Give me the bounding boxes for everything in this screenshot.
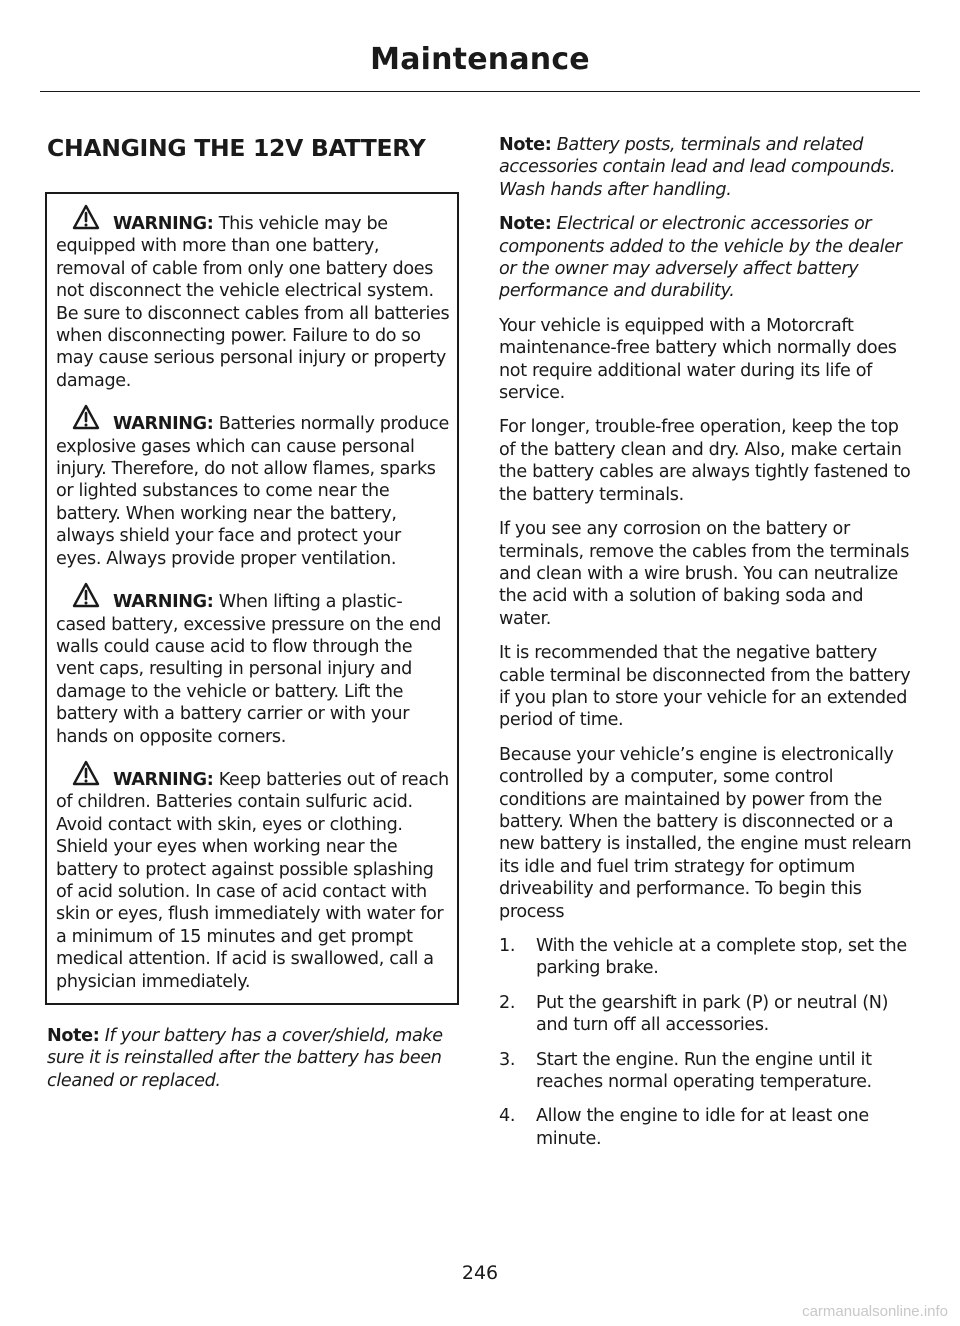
note-label: Note: <box>47 1026 100 1046</box>
warning-label: WARNING: <box>113 769 214 790</box>
body-paragraph: Because your vehicle’s engine is electronically controlled by a computer, some control conditions are maintained by power from the battery. When the battery is disconnected or a new battery is installed, the engine must relearn its idle and fuel trim strategy for optimum driveability and performance. To begin this process <box>499 744 912 922</box>
right-column <box>499 134 913 1162</box>
note-paragraph <box>47 1025 459 1092</box>
warning-box <box>45 192 459 1005</box>
header-divider <box>40 91 920 92</box>
body-paragraph: If you see any corrosion on the battery or terminals, remove the cables from the terminals and clean with a wire brush. You can neutralize the acid with a solution of baking soda and water. <box>499 519 910 629</box>
body-paragraph: It is recommended that the negative battery cable terminal be disconnected from the battery if you plan to store your vehicle for an extended period of time. <box>499 643 911 731</box>
warning-text: When lifting a plastic-cased battery, excessive pressure on the end walls could cause acid to flow through the vent caps, resulting in personal injury and damage to the vehicle or battery. Lift the battery with a battery carrier or with your hands on opposite corners. <box>56 592 442 747</box>
warning-item <box>56 760 450 993</box>
page-number: 246 <box>461 1262 499 1284</box>
step-number: 3. <box>499 1049 516 1070</box>
step-text: Start the engine. Run the engine until it reaches normal operating temperature. <box>536 1049 872 1093</box>
body-paragraph: For longer, trouble-free operation, keep the top of the battery clean and dry. Also, make certain the battery cables are always tightly fastened to the battery terminals. <box>499 417 911 505</box>
note-label: Note: <box>499 135 552 155</box>
warning-text: This vehicle may be equipped with more than one battery, removal of cable from only one battery does not disconnect the vehicle electrical system. Be sure to disconnect cables from all batteries when disconnecting power. Failure to do so may cause serious personal injury or property damage. <box>56 214 450 391</box>
step-number: 1. <box>499 936 516 956</box>
note-label: Note: <box>499 214 552 235</box>
warning-text: Batteries normally produce explosive gases which can cause personal injury. Therefore, do not allow flames, sparks or lighted substances to come near the battery. When working near the battery, always shield your face and protect your eyes. Always provide proper ventilation. <box>56 414 449 569</box>
page-header-title: Maintenance <box>370 42 590 77</box>
warning-triangle-icon <box>65 760 107 786</box>
step-text: Put the gearshift in park (P) or neutral (N) and turn off all accessories. <box>536 992 889 1036</box>
warning-label: WARNING: <box>113 414 214 435</box>
warning-item <box>56 582 450 748</box>
warning-label: WARNING: <box>113 214 214 234</box>
note-paragraph <box>499 213 913 303</box>
warning-item <box>56 404 450 570</box>
list-item <box>499 1105 913 1150</box>
note-paragraph <box>499 134 913 201</box>
steps-list <box>499 935 913 1150</box>
warning-text: Keep batteries out of reach of children. Batteries contain sulfuric acid. Avoid contact with skin, eyes or clothing. Shield your eyes when working near the battery to protect against possible splashing of acid solution. In case of acid contact with skin or eyes, flush immediately with water for a minimum of 15 minutes and get prompt medical attention. If acid is swallowed, call a physician immediately. <box>56 769 449 992</box>
watermark: carmanualsonline.info <box>802 1303 948 1320</box>
list-item <box>499 935 913 980</box>
list-item <box>499 992 913 1037</box>
warning-triangle-icon <box>65 404 107 430</box>
step-number: 4. <box>499 1106 516 1127</box>
warning-triangle-icon <box>65 204 107 230</box>
step-text: Allow the engine to idle for at least one minute. <box>536 1106 869 1149</box>
list-item <box>499 1049 913 1094</box>
left-column <box>47 134 459 1104</box>
note-text: Battery posts, terminals and related accessories contain lead and lead compounds. Wash hands after handling. <box>499 135 896 200</box>
note-text: Electrical or electronic accessories or components added to the vehicle by the dealer or the owner may adversely affect battery performance and durability. <box>499 214 902 302</box>
warning-label: WARNING: <box>113 592 214 613</box>
step-text: With the vehicle at a complete stop, set the parking brake. <box>536 936 907 979</box>
section-heading: CHANGING THE 12V BATTERY <box>47 134 426 162</box>
step-number: 2. <box>499 992 516 1013</box>
body-paragraph: Your vehicle is equipped with a Motorcraft maintenance-free battery which normally does not require additional water during its life of service. <box>499 315 897 404</box>
note-text: If your battery has a cover/shield, make sure it is reinstalled after the battery has been cleaned or replaced. <box>47 1026 443 1091</box>
warning-item <box>56 204 450 392</box>
warning-triangle-icon <box>65 582 107 608</box>
